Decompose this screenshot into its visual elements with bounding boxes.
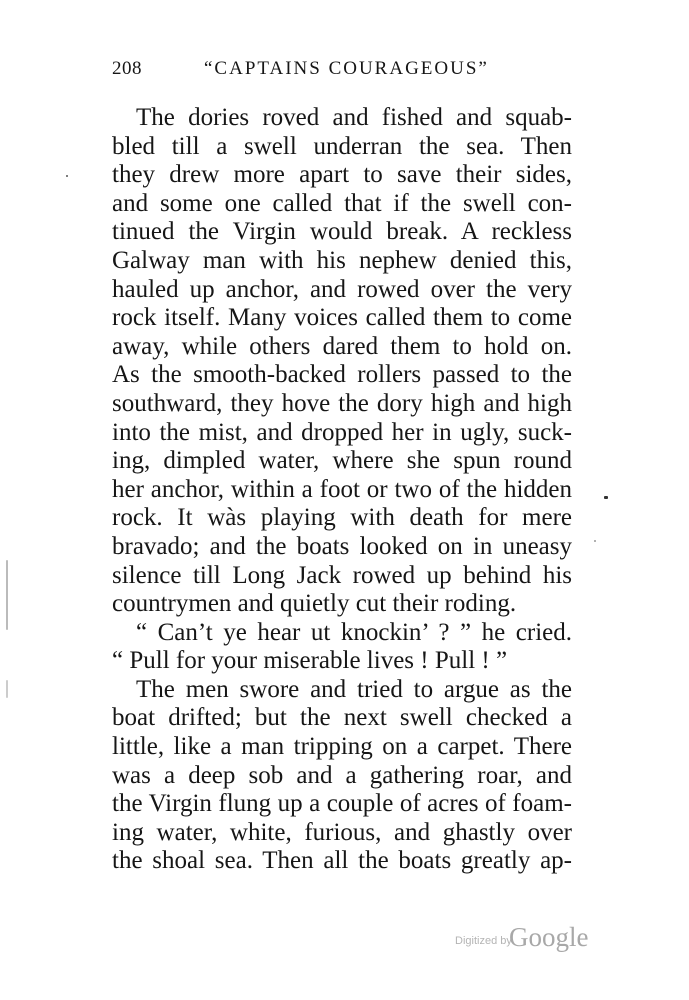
text-line: The men swore and tried to argue as the [136, 675, 572, 703]
running-title: “CAPTAINS COURAGEOUS” [204, 58, 489, 79]
scan-speck [6, 560, 8, 630]
digitized-by-google-watermark [455, 922, 600, 954]
page-number: 208 [112, 58, 142, 79]
text-line: The dories roved and fished and squab- [136, 104, 572, 131]
text-line: into the mist, and dropped her in ugly, suck- [112, 418, 572, 446]
text-line: countrymen and quietly cut their roding. [112, 590, 517, 618]
text-line: silence till Long Jack rowed up behind his [112, 561, 572, 589]
body-text [112, 104, 572, 876]
text-line: boat drifted; but the next swell checked a [112, 704, 572, 732]
text-line: ing water, white, furious, and ghastly over [112, 818, 572, 846]
text-line: the shoal sea. Then all the boats greatly ap- [112, 847, 572, 875]
scan-speck [604, 496, 608, 499]
watermark-prefix: Digitized by [455, 935, 512, 947]
text-line: away, while others dared them to hold on. [112, 332, 572, 360]
scan-speck [66, 175, 68, 177]
text-line: bled till a swell underran the sea. Then [112, 132, 572, 160]
text-line: “ Can’t ye hear ut knockin’ ? ” he cried. [136, 618, 572, 646]
text-line: ing, dimpled water, where she spun round [112, 447, 572, 475]
text-line: bravado; and the boats looked on in uneasy [112, 532, 572, 560]
text-line: and some one called that if the swell con- [112, 189, 572, 217]
text-line: rock itself. Many voices called them to come [112, 304, 572, 332]
text-line: Galway man with his nephew denied this, [112, 246, 572, 274]
text-line: little, like a man tripping on a carpet. There [112, 733, 572, 761]
scan-speck [594, 540, 596, 542]
text-line: her anchor, within a foot or two of the hidden [112, 475, 572, 503]
text-line: hauled up anchor, and rowed over the very [112, 275, 572, 303]
text-line: southward, they hove the dory high and high [112, 389, 572, 417]
text-line: rock. It wàs playing with death for mere [112, 504, 572, 532]
text-line: As the smooth-backed rollers passed to the [112, 361, 572, 389]
text-line: was a deep sob and a gathering roar, and [112, 761, 572, 789]
text-line: “ Pull for your miserable lives ! Pull ! ” [112, 647, 508, 675]
text-line: they drew more apart to save their sides, [112, 161, 572, 189]
text-line: tinued the Virgin would break. A reckless [112, 218, 572, 246]
text-line: the Virgin flung up a couple of acres of foam- [112, 790, 572, 818]
scan-speck [6, 680, 8, 698]
google-logo: Google [509, 922, 589, 952]
page-header [112, 58, 572, 84]
